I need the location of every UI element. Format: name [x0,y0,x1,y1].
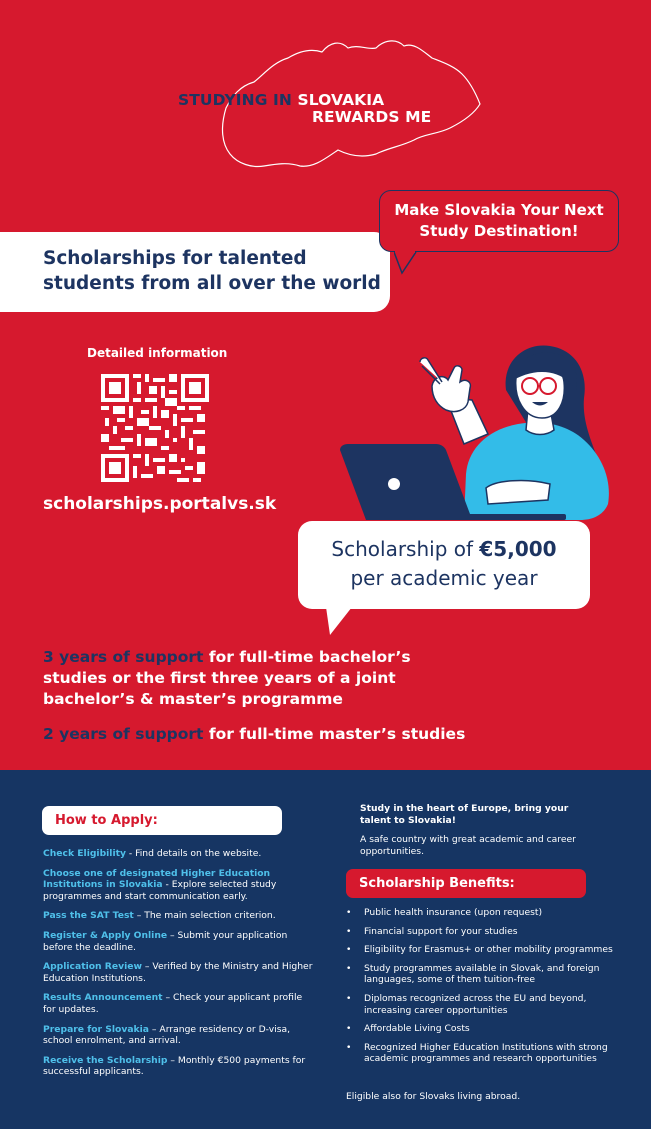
benefits-heading: Scholarship Benefits: [346,869,586,898]
support-highlight: 3 years of support [43,648,204,666]
bubble-tail-icon [326,607,356,637]
list-item [43,1055,313,1078]
website-link[interactable]: scholarships.portalvs.sk [43,494,277,514]
list-item: • Public health insurance (upon request) [346,907,616,919]
logo-part-slovakia: SLOVAKIA [297,91,385,109]
support-text: for full-time master’s studies [203,725,466,743]
detailed-info-label: Detailed information [87,346,228,360]
list-item: • Diplomas recognized across the EU and beyond, increasing career opportunities [346,993,616,1016]
list-item [43,961,313,984]
how-to-apply-heading: How to Apply: [42,806,282,835]
list-item [43,930,313,953]
step-text: – Monthly €500 payments for successful applicants. [43,1054,306,1078]
logo-part-studying: STUDYING IN [178,91,292,109]
heart-text: A safe country with great academic and career opportunities. [360,834,576,857]
support-text: for full-time bachelor’s studies or the first three years of a joint bachelor’s & master’s programme [43,648,411,708]
list-item: • Financial support for your studies [346,926,616,938]
step-key: Register & Apply Online [43,929,168,941]
amount-value: €5,000 [479,537,557,561]
step-key: Application Review [43,961,142,973]
apply-steps [43,848,313,1086]
list-item: • Eligibility for Erasmus+ or other mobility programmes [346,944,616,956]
list-item: • Study programmes available in Slovak, and foreign languages, some of them tuition-free [346,963,616,986]
list-item [43,848,313,860]
step-key: Check Eligibility [43,848,126,859]
step-text: – The main selection criterion. [133,910,276,922]
amount-suffix: per academic year [350,566,538,590]
list-item [43,992,313,1015]
list-item: • Recognized Higher Education Institutions with strong academic programmes and research opportunities [346,1042,616,1065]
step-text: - Explore selected study programmes and start communication early. [43,879,277,902]
step-key: Results Announcement [43,992,163,1004]
step-text: – Arrange residency or D-visa, school enrolment, and arrival. [43,1023,291,1047]
step-text: - Find details on the website. [125,848,262,859]
band-title: Scholarships for talented students from all over the world [43,248,381,294]
step-text: – Submit your application before the deadline. [43,929,288,953]
support-highlight: 2 years of support [43,725,204,743]
amount-prefix: Scholarship of [331,537,480,561]
step-text: – Check your applicant profile for updates. [43,992,303,1015]
heart-of-europe [360,803,600,857]
qr-code-icon[interactable] [101,374,209,482]
list-item [43,910,313,922]
bubble-tail-icon [394,251,424,275]
list-item [43,868,313,903]
support-master [43,724,473,745]
step-key: Choose one of designated Higher Education Institutions in Slovakia [43,867,271,891]
eligible-note: Eligible also for Slovaks living abroad. [346,1091,521,1102]
support-bachelor [43,647,473,710]
list-item: • Affordable Living Costs [346,1023,616,1035]
benefits-list [346,907,616,1072]
step-key: Prepare for Slovakia [43,1023,149,1035]
destination-bubble: Make Slovakia Your Next Study Destination! [379,190,619,252]
step-key: Receive the Scholarship [43,1054,168,1066]
list-item [43,1024,313,1047]
student-illustration [336,338,616,528]
logo [178,92,431,126]
step-text: – Verified by the Ministry and Higher Education Institutions. [43,961,313,984]
amount-bubble [298,521,590,609]
step-key: Pass the SAT Test [43,910,134,922]
pointing-hand-icon [432,366,470,412]
laptop-icon [340,444,470,520]
logo-part-rewards: REWARDS ME [312,108,432,126]
heart-title: Study in the heart of Europe, bring your talent to Slovakia! [360,803,569,826]
